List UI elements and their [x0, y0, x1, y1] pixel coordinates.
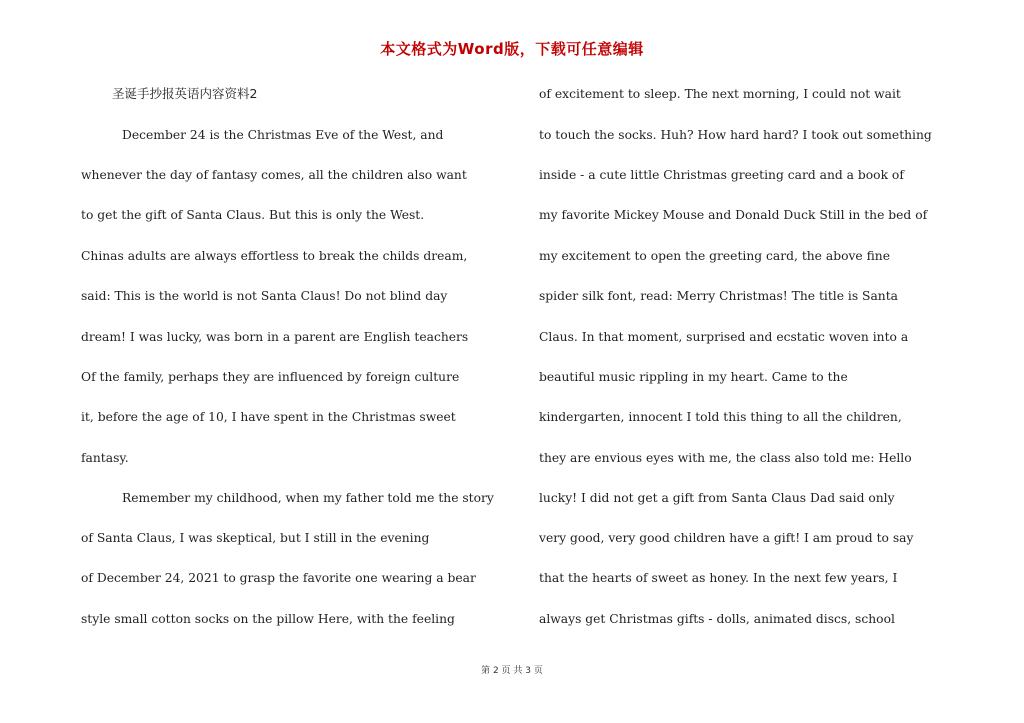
document-title: 圣诞手抄报英语内容资料2: [112, 86, 258, 101]
paragraph-line: lucky! I did not get a gift from Santa Claus Dad said only: [539, 491, 895, 505]
paragraph-line: dream! I was lucky, was born in a parent are English teachers: [81, 330, 469, 344]
paragraph-line: Remember my childhood, when my father told me the story: [122, 491, 494, 505]
paragraph-line: to touch the socks. Huh? How hard hard? I took out something: [539, 128, 932, 142]
paragraph-line: spider silk font, read: Merry Christmas! The title is Santa: [539, 289, 898, 303]
paragraph-line: kindergarten, innocent I told this thing to all the children,: [539, 410, 902, 424]
paragraph-line: Of the family, perhaps they are influenced by foreign culture: [81, 370, 460, 384]
paragraph-line: of Santa Claus, I was skeptical, but I still in the evening: [81, 531, 430, 545]
paragraph-line: Claus. In that moment, surprised and ecstatic woven into a: [539, 330, 909, 344]
page-number: 第 2 页 共 3 页: [481, 666, 543, 676]
paragraph-line: my excitement to open the greeting card, the above fine: [539, 249, 891, 263]
paragraph-line: of December 24, 2021 to grasp the favorite one wearing a bear: [81, 571, 476, 585]
paragraph-line: very good, very good children have a gift! I am proud to say: [539, 531, 914, 545]
paragraph-line: my favorite Mickey Mouse and Donald Duck Still in the bed of: [539, 208, 928, 222]
paragraph-line: said: This is the world is not Santa Claus! Do not blind day: [81, 289, 448, 303]
paragraph-line: Chinas adults are always effortless to break the childs dream,: [81, 249, 468, 263]
download-banner: 本文格式为Word版，下载可任意编辑: [380, 40, 644, 58]
paragraph-line: always get Christmas gifts - dolls, animated discs, school: [539, 612, 895, 626]
paragraph-line: it, before the age of 10, I have spent in the Christmas sweet: [81, 410, 456, 424]
paragraph-line: inside - a cute little Christmas greeting card and a book of: [539, 168, 904, 182]
paragraph-line: that the hearts of sweet as honey. In the next few years, I: [539, 571, 898, 585]
paragraph-line: beautiful music rippling in my heart. Came to the: [539, 370, 848, 384]
paragraph-line: they are envious eyes with me, the class also told me: Hello: [539, 451, 912, 465]
paragraph-line: whenever the day of fantasy comes, all the children also want: [81, 168, 467, 182]
paragraph-line: to get the gift of Santa Claus. But this is only the West.: [81, 208, 425, 222]
paragraph-line: of excitement to sleep. The next morning, I could not wait: [539, 87, 901, 101]
paragraph-line: December 24 is the Christmas Eve of the West, and: [122, 128, 444, 142]
paragraph-line: fantasy.: [81, 451, 129, 465]
paragraph-line: style small cotton socks on the pillow Here, with the feeling: [81, 612, 455, 626]
